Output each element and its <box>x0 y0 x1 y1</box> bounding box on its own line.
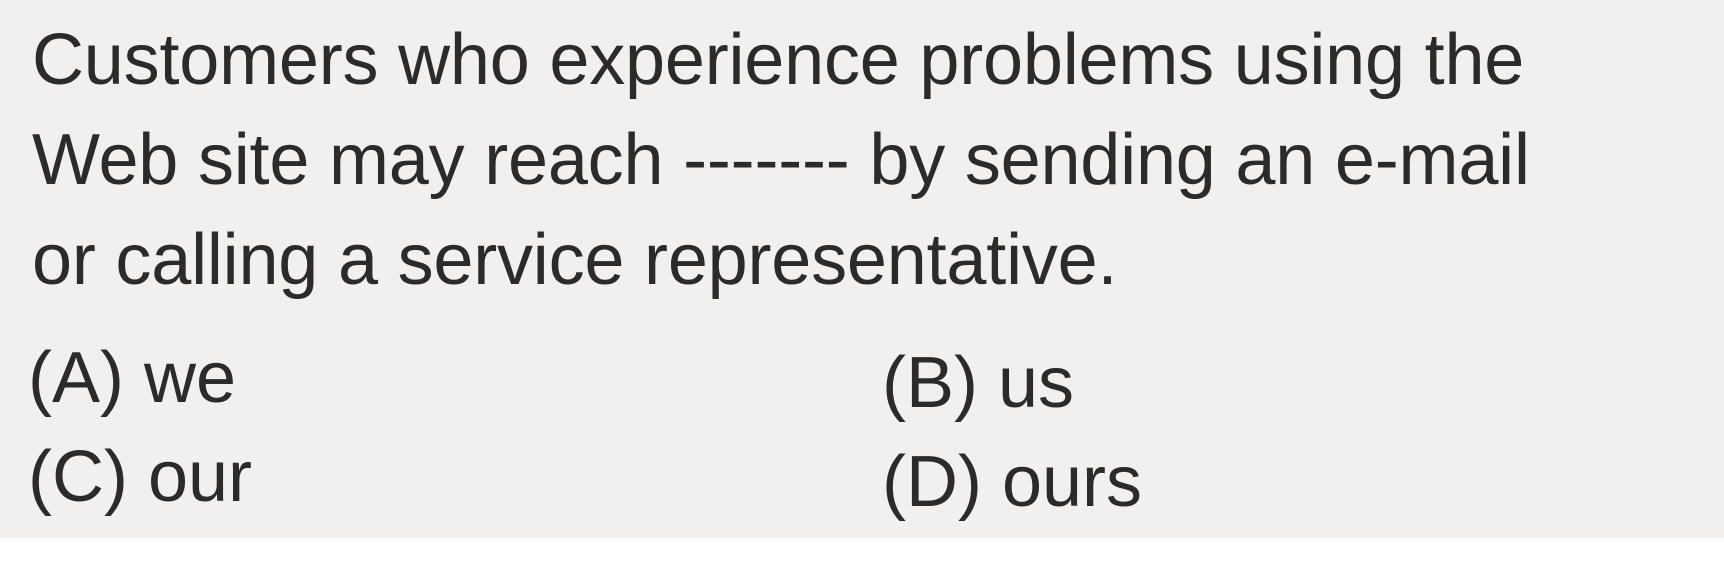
question-line-1: Customers who experience problems using the <box>32 20 1525 100</box>
question-text <box>32 10 1712 310</box>
option-a: (A) we <box>28 338 237 418</box>
question-line-3: or calling a service representative. <box>32 220 1118 300</box>
option-d: (D) ours <box>882 442 1143 522</box>
bottom-margin <box>0 538 1724 564</box>
option-c: (C) our <box>28 437 253 517</box>
option-b: (B) us <box>882 343 1075 423</box>
question-line-2: Web site may reach ------- by sending an e-mail <box>32 120 1530 200</box>
